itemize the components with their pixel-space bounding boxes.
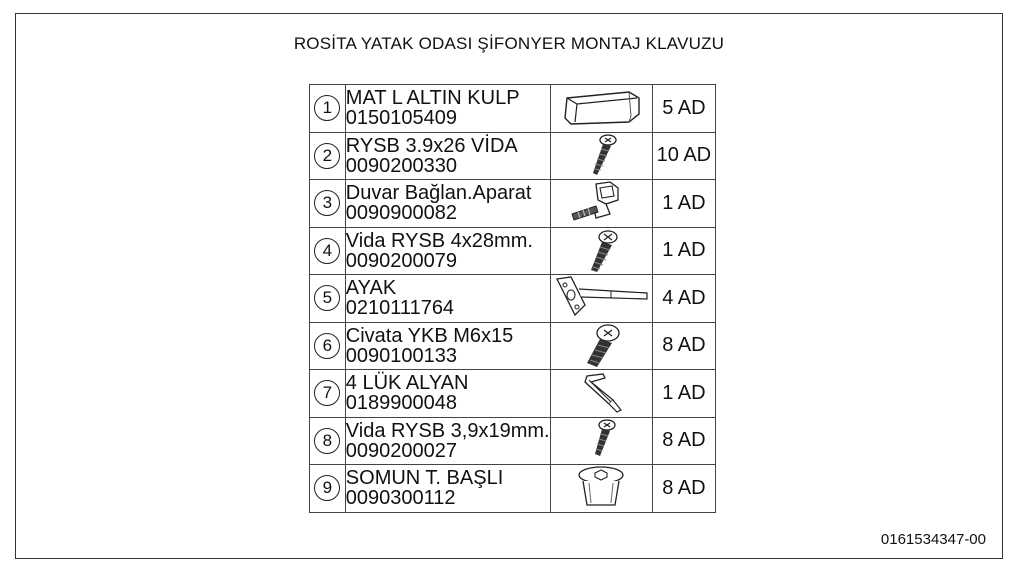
screw-icon bbox=[581, 418, 621, 464]
part-code: 0210111764 bbox=[345, 297, 455, 320]
part-name: Vida RYSB 3,9x19mm. bbox=[345, 419, 550, 442]
part-name: Civata YKB M6x15 bbox=[345, 324, 514, 347]
part-name: Vida RYSB 4x28mm. bbox=[345, 229, 533, 252]
table-row bbox=[310, 85, 716, 133]
screw-icon bbox=[581, 133, 621, 179]
screw-icon bbox=[579, 228, 623, 274]
part-code: 0090300112 bbox=[345, 487, 456, 510]
quantity: 8 AD bbox=[652, 322, 715, 370]
part-code: 0090200027 bbox=[345, 439, 458, 462]
table-row bbox=[310, 227, 716, 275]
table-row bbox=[310, 465, 716, 513]
part-code: 0090200079 bbox=[345, 249, 458, 272]
table-row bbox=[310, 322, 716, 370]
part-code: 0150105409 bbox=[345, 107, 458, 130]
item-number: 8 bbox=[314, 428, 340, 454]
quantity: 5 AD bbox=[652, 85, 715, 133]
quantity: 1 AD bbox=[652, 227, 715, 275]
document-number: 0161534347-00 bbox=[880, 531, 986, 548]
table-row bbox=[310, 132, 716, 180]
part-name: SOMUN T. BAŞLI bbox=[345, 467, 504, 490]
parts-table bbox=[309, 84, 716, 513]
wall-bracket-icon bbox=[566, 180, 636, 226]
part-name: MAT L ALTIN KULP bbox=[345, 87, 520, 110]
part-code: 0090200330 bbox=[345, 154, 458, 177]
allen-key-icon bbox=[573, 370, 629, 416]
table-row bbox=[310, 180, 716, 228]
item-number: 4 bbox=[314, 238, 340, 264]
part-name: Duvar Bağlan.Aparat bbox=[345, 182, 532, 205]
part-code: 0090100133 bbox=[345, 344, 458, 367]
part-code: 0189900048 bbox=[345, 392, 458, 415]
item-number: 3 bbox=[314, 190, 340, 216]
part-name: 4 LÜK ALYAN bbox=[345, 372, 469, 395]
part-code: 0090900082 bbox=[345, 202, 458, 225]
quantity: 1 AD bbox=[652, 180, 715, 228]
item-number: 1 bbox=[314, 95, 340, 121]
quantity: 10 AD bbox=[652, 132, 715, 180]
leg-icon bbox=[551, 275, 651, 321]
item-number: 2 bbox=[314, 143, 340, 169]
part-name: AYAK bbox=[345, 277, 397, 300]
item-number: 5 bbox=[314, 285, 340, 311]
table-row bbox=[310, 417, 716, 465]
item-number: 7 bbox=[314, 380, 340, 406]
quantity: 4 AD bbox=[652, 275, 715, 323]
table-row bbox=[310, 275, 716, 323]
assembly-sheet bbox=[15, 13, 1003, 559]
handle-icon bbox=[559, 88, 643, 128]
t-nut-icon bbox=[573, 465, 629, 511]
part-name: RYSB 3.9x26 VİDA bbox=[345, 134, 518, 157]
bolt-icon bbox=[577, 323, 625, 369]
quantity: 8 AD bbox=[652, 417, 715, 465]
table-row bbox=[310, 370, 716, 418]
page-title: ROSİTA YATAK ODASI ŞİFONYER MONTAJ KLAVUZU bbox=[293, 34, 725, 53]
quantity: 8 AD bbox=[652, 465, 715, 513]
quantity: 1 AD bbox=[652, 370, 715, 418]
item-number: 9 bbox=[314, 475, 340, 501]
item-number: 6 bbox=[314, 333, 340, 359]
